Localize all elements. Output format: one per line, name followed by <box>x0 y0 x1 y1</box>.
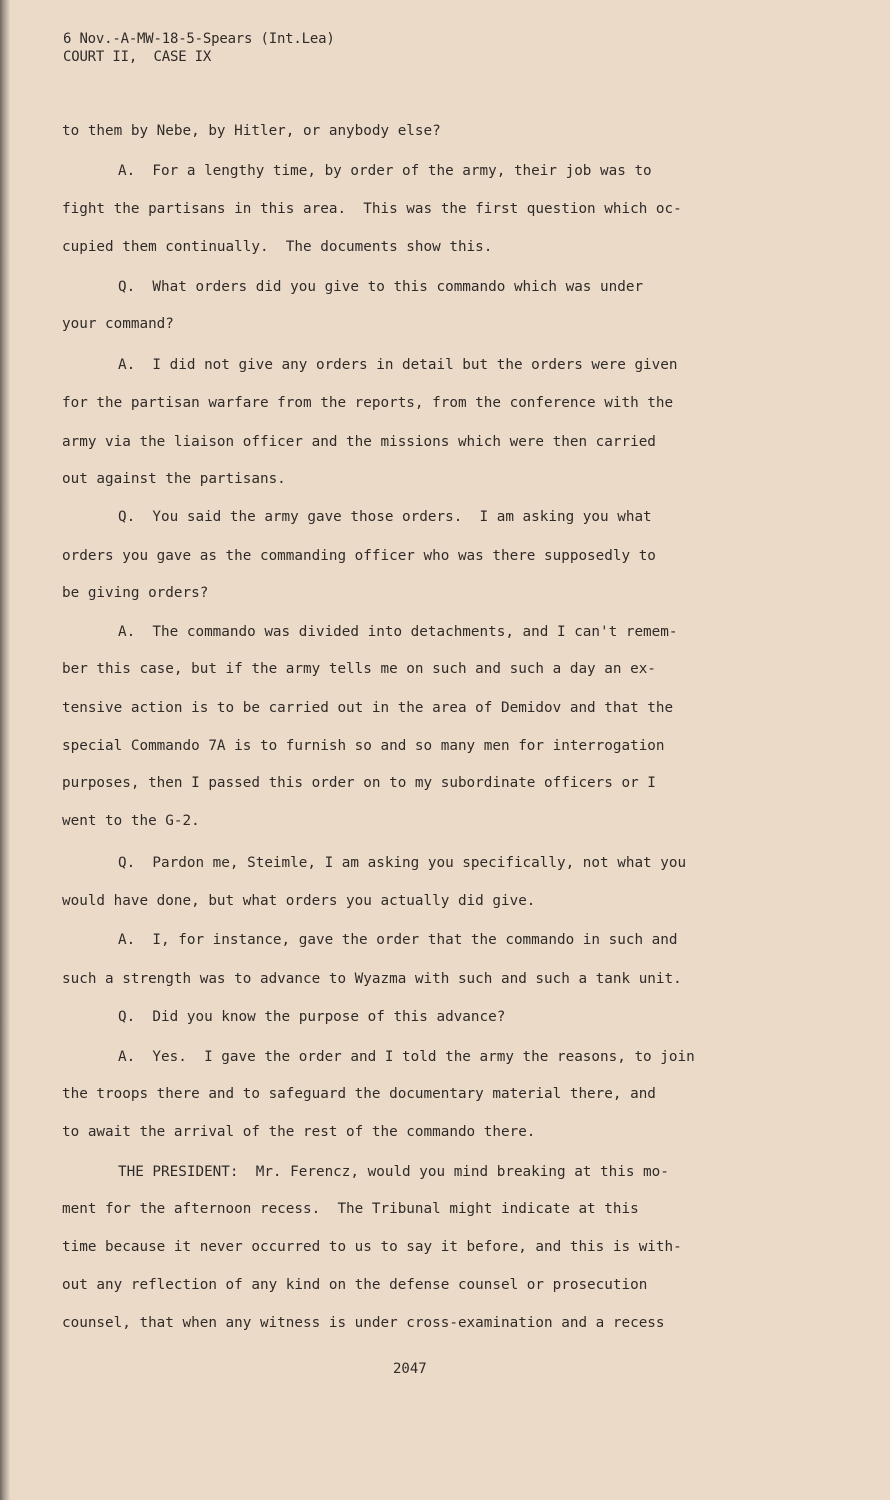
transcript-line: A. The commando was divided into detachments, and I can't remem- <box>118 624 678 640</box>
transcript-line: Q. You said the army gave those orders. I am asking you what <box>118 509 652 525</box>
transcript-line: Q. Did you know the purpose of this advance? <box>118 1009 506 1025</box>
transcript-line: THE PRESIDENT: Mr. Ferencz, would you mind breaking at this mo- <box>118 1164 669 1180</box>
transcript-line: to them by Nebe, by Hitler, or anybody else? <box>62 123 441 139</box>
transcript-line: A. For a lengthy time, by order of the army, their job was to <box>118 163 652 179</box>
header-court-line: COURT II, CASE IX <box>63 49 212 65</box>
transcript-line: A. I, for instance, gave the order that the commando in such and <box>118 932 678 948</box>
transcript-line: cupied them continually. The documents show this. <box>62 239 493 255</box>
transcript-line: fight the partisans in this area. This was the first question which oc- <box>62 201 682 217</box>
transcript-line: ber this case, but if the army tells me on such and such a day an ex- <box>62 661 656 677</box>
transcript-line: ment for the afternoon recess. The Tribunal might indicate at this <box>62 1201 639 1217</box>
page-edge-shadow <box>0 0 10 1500</box>
transcript-line: the troops there and to safeguard the documentary material there, and <box>62 1086 656 1102</box>
transcript-line: out any reflection of any kind on the defense counsel or prosecution <box>62 1277 648 1293</box>
transcript-line: to await the arrival of the rest of the commando there. <box>62 1124 536 1140</box>
transcript-line: such a strength was to advance to Wyazma with such and such a tank unit. <box>62 971 682 987</box>
transcript-line: counsel, that when any witness is under cross-examination and a recess <box>62 1315 665 1331</box>
header-session-line: 6 Nov.-A-MW-18-5-Spears (Int.Lea) <box>63 31 335 47</box>
transcript-line: purposes, then I passed this order on to my subordinate officers or I <box>62 775 656 791</box>
page-number: 2047 <box>393 1361 427 1377</box>
transcript-line: army via the liaison officer and the missions which were then carried <box>62 434 656 450</box>
transcript-line: orders you gave as the commanding officer who was there supposedly to <box>62 548 656 564</box>
transcript-line: your command? <box>62 316 174 332</box>
document-header <box>63 30 335 66</box>
transcript-line: tensive action is to be carried out in the area of Demidov and that the <box>62 700 674 716</box>
transcript-line: out against the partisans. <box>62 471 286 487</box>
transcript-line: Q. What orders did you give to this commando which was under <box>118 279 644 295</box>
transcript-line: A. I did not give any orders in detail but the orders were given <box>118 357 678 373</box>
transcript-line: for the partisan warfare from the reports, from the conference with the <box>62 395 674 411</box>
transcript-line: would have done, but what orders you actually did give. <box>62 893 536 909</box>
transcript-line: A. Yes. I gave the order and I told the army the reasons, to join <box>118 1049 695 1065</box>
transcript-line: be giving orders? <box>62 585 209 601</box>
transcript-line: time because it never occurred to us to say it before, and this is with- <box>62 1239 682 1255</box>
transcript-line: went to the G-2. <box>62 813 200 829</box>
transcript-line: Q. Pardon me, Steimle, I am asking you specifically, not what you <box>118 855 687 871</box>
transcript-line: special Commando 7A is to furnish so and so many men for interrogation <box>62 738 665 754</box>
